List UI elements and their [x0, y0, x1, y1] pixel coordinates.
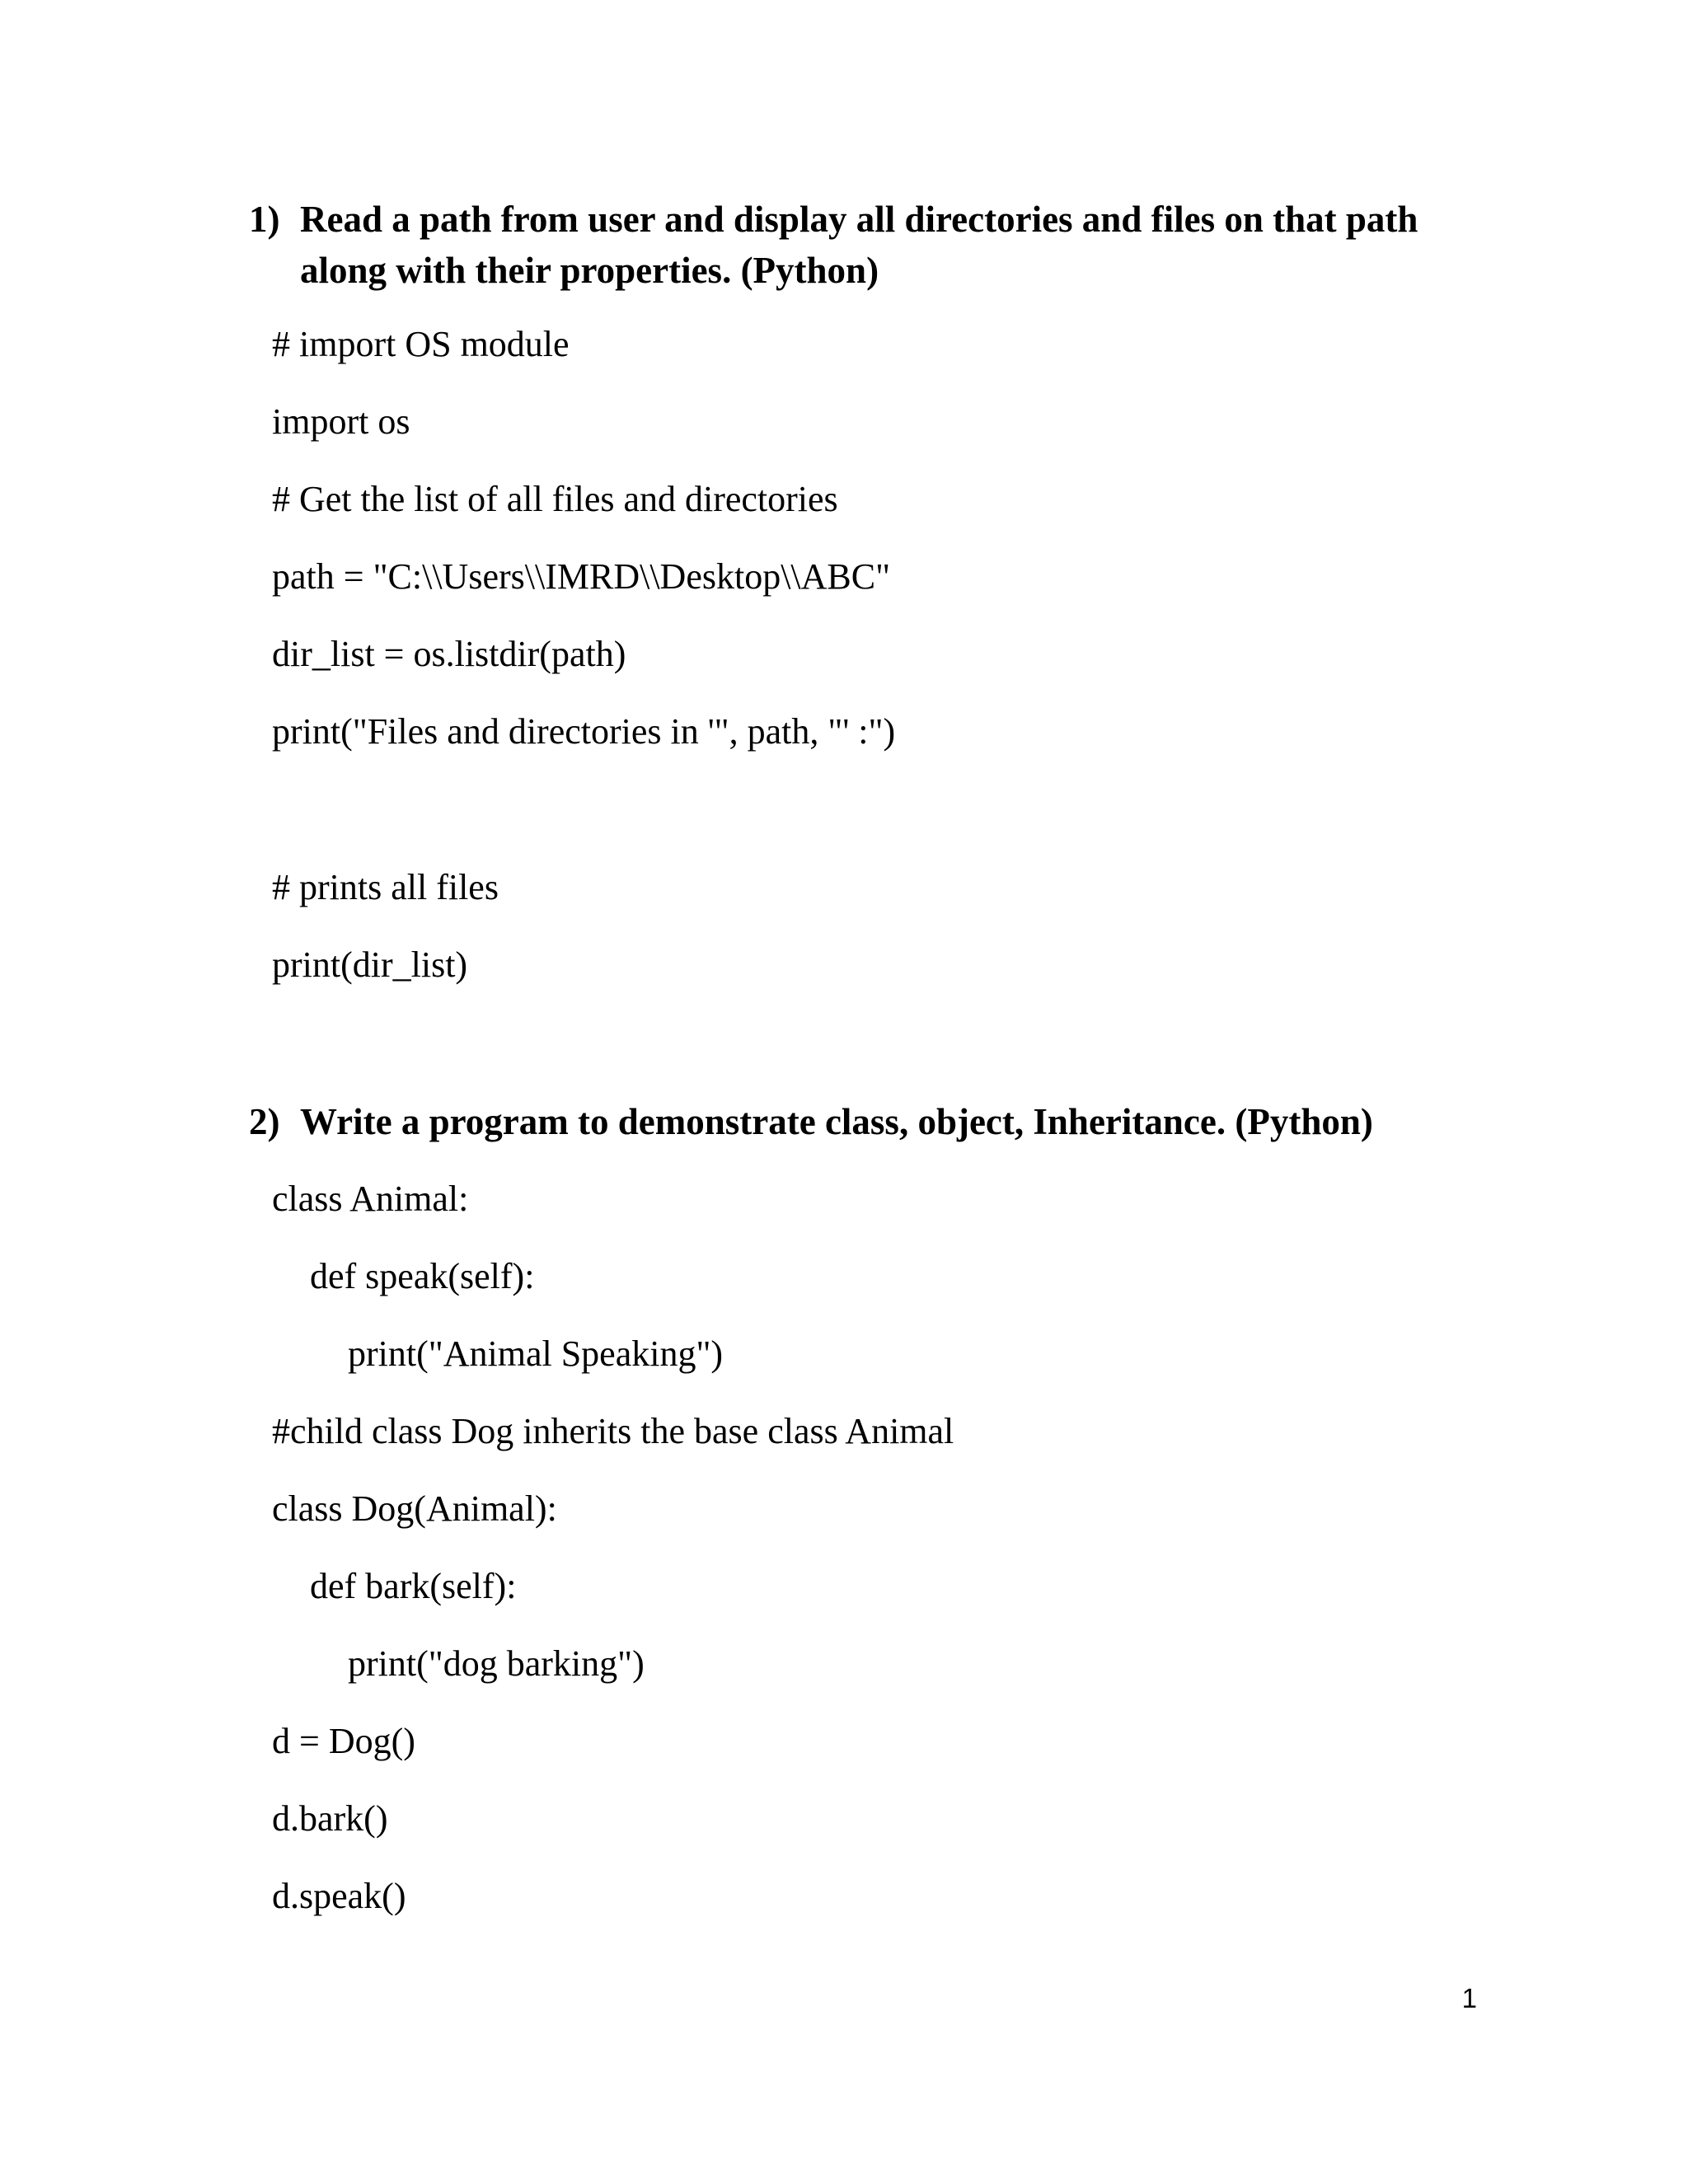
- code-line: print("Files and directories in '", path, "' :"): [272, 711, 896, 752]
- question-1-title: [300, 194, 1418, 296]
- code-line: def bark(self):: [310, 1566, 517, 1606]
- code-line: d = Dog(): [272, 1721, 415, 1761]
- code-line: d.bark(): [272, 1798, 388, 1839]
- code-line: dir_list = os.listdir(path): [272, 634, 626, 674]
- code-line: import os: [272, 401, 410, 442]
- code-line: print("Animal Speaking"): [348, 1333, 724, 1374]
- question-2-heading: [249, 1096, 1485, 1147]
- code-line: #child class Dog inherits the base class Animal: [272, 1411, 954, 1451]
- code-line: class Dog(Animal):: [272, 1488, 557, 1529]
- code-line: d.speak(): [272, 1876, 406, 1916]
- question-2-title: [300, 1096, 1373, 1147]
- code-line: # prints all files: [272, 867, 499, 907]
- question-1-title-line-2: along with their properties. (Python): [300, 250, 879, 291]
- code-line: path = "C:\\Users\\IMRD\\Desktop\\ABC": [272, 556, 891, 597]
- question-2-number: 2): [249, 1101, 280, 1142]
- question-1-title-line-1: Read a path from user and display all directories and files on that path: [300, 199, 1418, 240]
- code-line: # import OS module: [272, 324, 570, 364]
- code-line: print(dir_list): [272, 944, 468, 985]
- code-line: def speak(self):: [310, 1256, 535, 1296]
- code-line: # Get the list of all files and directories: [272, 479, 838, 519]
- code-line: class Animal:: [272, 1179, 469, 1219]
- code-line: print("dog barking"): [348, 1643, 645, 1684]
- question-1-heading: [249, 194, 1485, 296]
- question-2-title-line: Write a program to demonstrate class, object, Inheritance. (Python): [300, 1101, 1373, 1142]
- question-1-number: 1): [249, 199, 280, 240]
- page-number: 1: [1461, 1983, 1477, 2013]
